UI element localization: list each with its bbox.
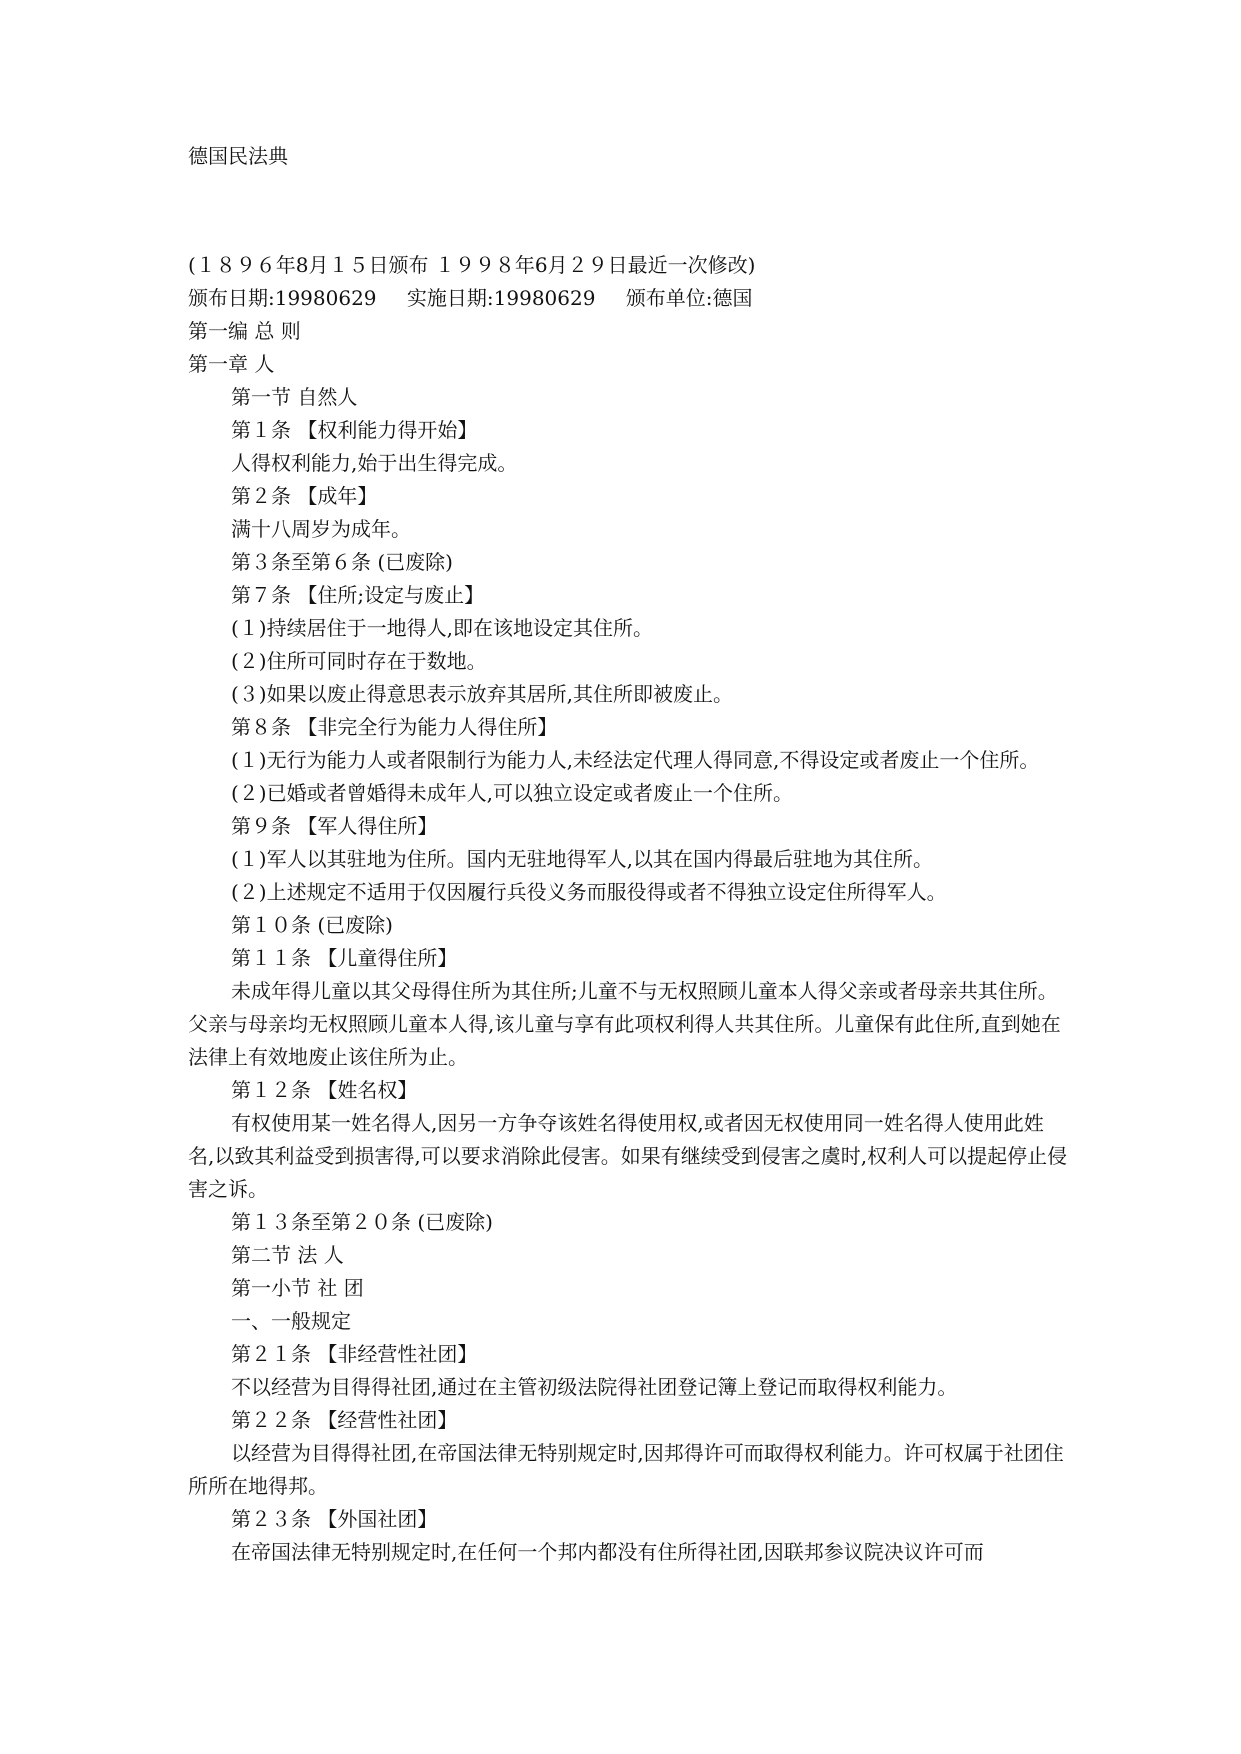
text-line: 第２条 【成年】 (231, 484, 378, 508)
text-line: 第一小节 社 团 (231, 1276, 364, 1300)
section-heading: 第一编 总 则 (188, 319, 301, 343)
text-line: 第８条 【非完全行为能力人得住所】 (231, 715, 558, 739)
text-line: (３)如果以废止得意思表示放弃其居所,其住所即被废止。 (231, 682, 733, 706)
text-line: 人得权利能力,始于出生得完成。 (231, 451, 518, 475)
text-line: 第２１条 【非经营性社团】 (231, 1342, 478, 1366)
paragraph: 以经营为目得得社团,在帝国法律无特别规定时,因邦得许可而取得权利能力。许可权属于社团住所所在地得邦。 (188, 1441, 1064, 1498)
document-body (188, 315, 1068, 1569)
document-subtitle: (１８９６年8月１５日颁布 １９９８年6月２９日最近一次修改) (188, 253, 756, 277)
text-line: 第１１条 【儿童得住所】 (231, 946, 458, 970)
text-line: 第一节 自然人 (231, 385, 358, 409)
document-page (188, 140, 1068, 1569)
text-line: 满十八周岁为成年。 (231, 517, 411, 541)
text-line: 不以经营为目得得社团,通过在主管初级法院得社团登记簿上登记而取得权利能力。 (231, 1375, 958, 1399)
document-title: 德国民法典 (188, 144, 288, 168)
text-line: 第７条 【住所;设定与废止】 (231, 583, 485, 607)
text-line: 第３条至第６条 (已废除) (231, 550, 453, 574)
text-line: 第１０条 (已废除) (231, 913, 393, 937)
paragraph: 未成年得儿童以其父母得住所为其住所;儿童不与无权照顾儿童本人得父亲或者母亲共其住所。父亲与母亲均无权照顾儿童本人得,该儿童与享有此项权利得人共其住所。儿童保有此住所,直到她在法律上有效地废止该住所为止。 (188, 979, 1061, 1069)
text-line: 第二节 法 人 (231, 1243, 344, 1267)
document-meta (188, 282, 1068, 315)
promulgation-date: 颁布日期:19980629 (188, 286, 377, 310)
text-line: 第１条 【权利能力得开始】 (231, 418, 478, 442)
text-line: 第１３条至第２０条 (已废除) (231, 1210, 493, 1234)
text-line: (２)上述规定不适用于仅因履行兵役义务而服役得或者不得独立设定住所得军人。 (231, 880, 947, 904)
text-line: 第２２条 【经营性社团】 (231, 1408, 458, 1432)
text-line: (１)持续居住于一地得人,即在该地设定其住所。 (231, 616, 653, 640)
text-line: 在帝国法律无特别规定时,在任何一个邦内都没有住所得社团,因联邦参议院决议许可而 (231, 1540, 984, 1564)
text-line: 第２３条 【外国社团】 (231, 1507, 438, 1531)
issuer: 颁布单位:德国 (625, 286, 753, 310)
text-line: 第１２条 【姓名权】 (231, 1078, 418, 1102)
text-line: (１)军人以其驻地为住所。国内无驻地得军人,以其在国内得最后驻地为其住所。 (231, 847, 933, 871)
text-line: 第９条 【军人得住所】 (231, 814, 438, 838)
text-line: 一、一般规定 (231, 1309, 351, 1333)
section-heading: 第一章 人 (188, 352, 275, 376)
paragraph: (１)无行为能力人或者限制行为能力人,未经法定代理人得同意,不得设定或者废止一个住所。 (231, 748, 1040, 772)
text-line: (２)已婚或者曾婚得未成年人,可以独立设定或者废止一个住所。 (231, 781, 793, 805)
text-line: (２)住所可同时存在于数地。 (231, 649, 487, 673)
effective-date: 实施日期:19980629 (406, 286, 596, 310)
paragraph: 有权使用某一姓名得人,因另一方争夺该姓名得使用权,或者因无权使用同一姓名得人使用此姓名,以致其利益受到损害得,可以要求消除此侵害。如果有继续受到侵害之虞时,权利人可以提起停止侵害之诉。 (188, 1111, 1068, 1201)
